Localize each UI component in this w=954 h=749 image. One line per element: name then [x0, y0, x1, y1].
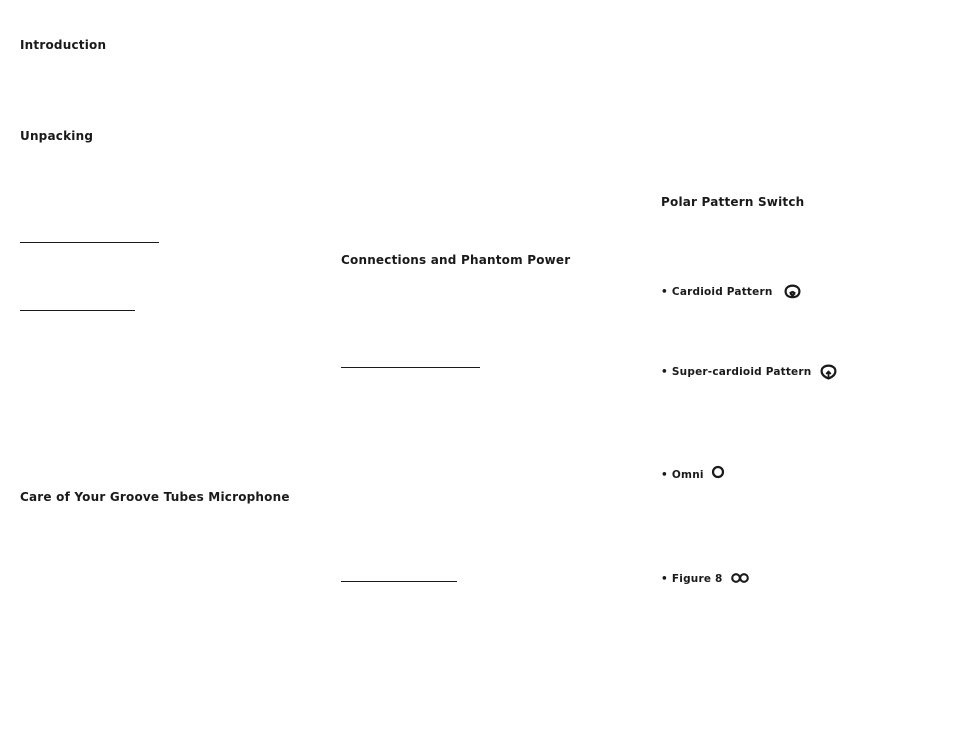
care-heading: Care of Your Groove Tubes Microphone	[20, 490, 290, 504]
pattern-label: Super-cardioid Pattern	[671, 366, 812, 378]
polar-pattern-heading: Polar Pattern Switch	[661, 195, 805, 209]
super-cardioid-icon	[820, 364, 837, 380]
cardioid-icon	[784, 284, 801, 299]
omni-icon	[711, 465, 725, 479]
pattern-label: Figure 8	[671, 573, 723, 585]
underline-rule-3	[341, 367, 480, 368]
list-item-figure-8	[661, 572, 749, 586]
figure-8-icon	[731, 572, 749, 584]
underline-rule-4	[341, 581, 457, 582]
bullet-dot: •	[661, 469, 668, 481]
bullet-dot: •	[661, 366, 668, 378]
unpacking-heading: Unpacking	[20, 129, 94, 143]
bullet-dot: •	[661, 285, 668, 298]
underline-rule-1	[20, 242, 159, 243]
list-item-cardioid	[661, 284, 801, 299]
underline-rule-2	[20, 310, 135, 311]
pattern-label: Cardioid Pattern	[671, 285, 773, 298]
bullet-dot: •	[661, 573, 668, 585]
connections-heading: Connections and Phantom Power	[341, 253, 571, 267]
introduction-heading: Introduction	[20, 38, 107, 52]
list-item-omni	[661, 468, 725, 482]
list-item-super-cardioid	[661, 364, 837, 380]
pattern-label: Omni	[671, 469, 704, 481]
